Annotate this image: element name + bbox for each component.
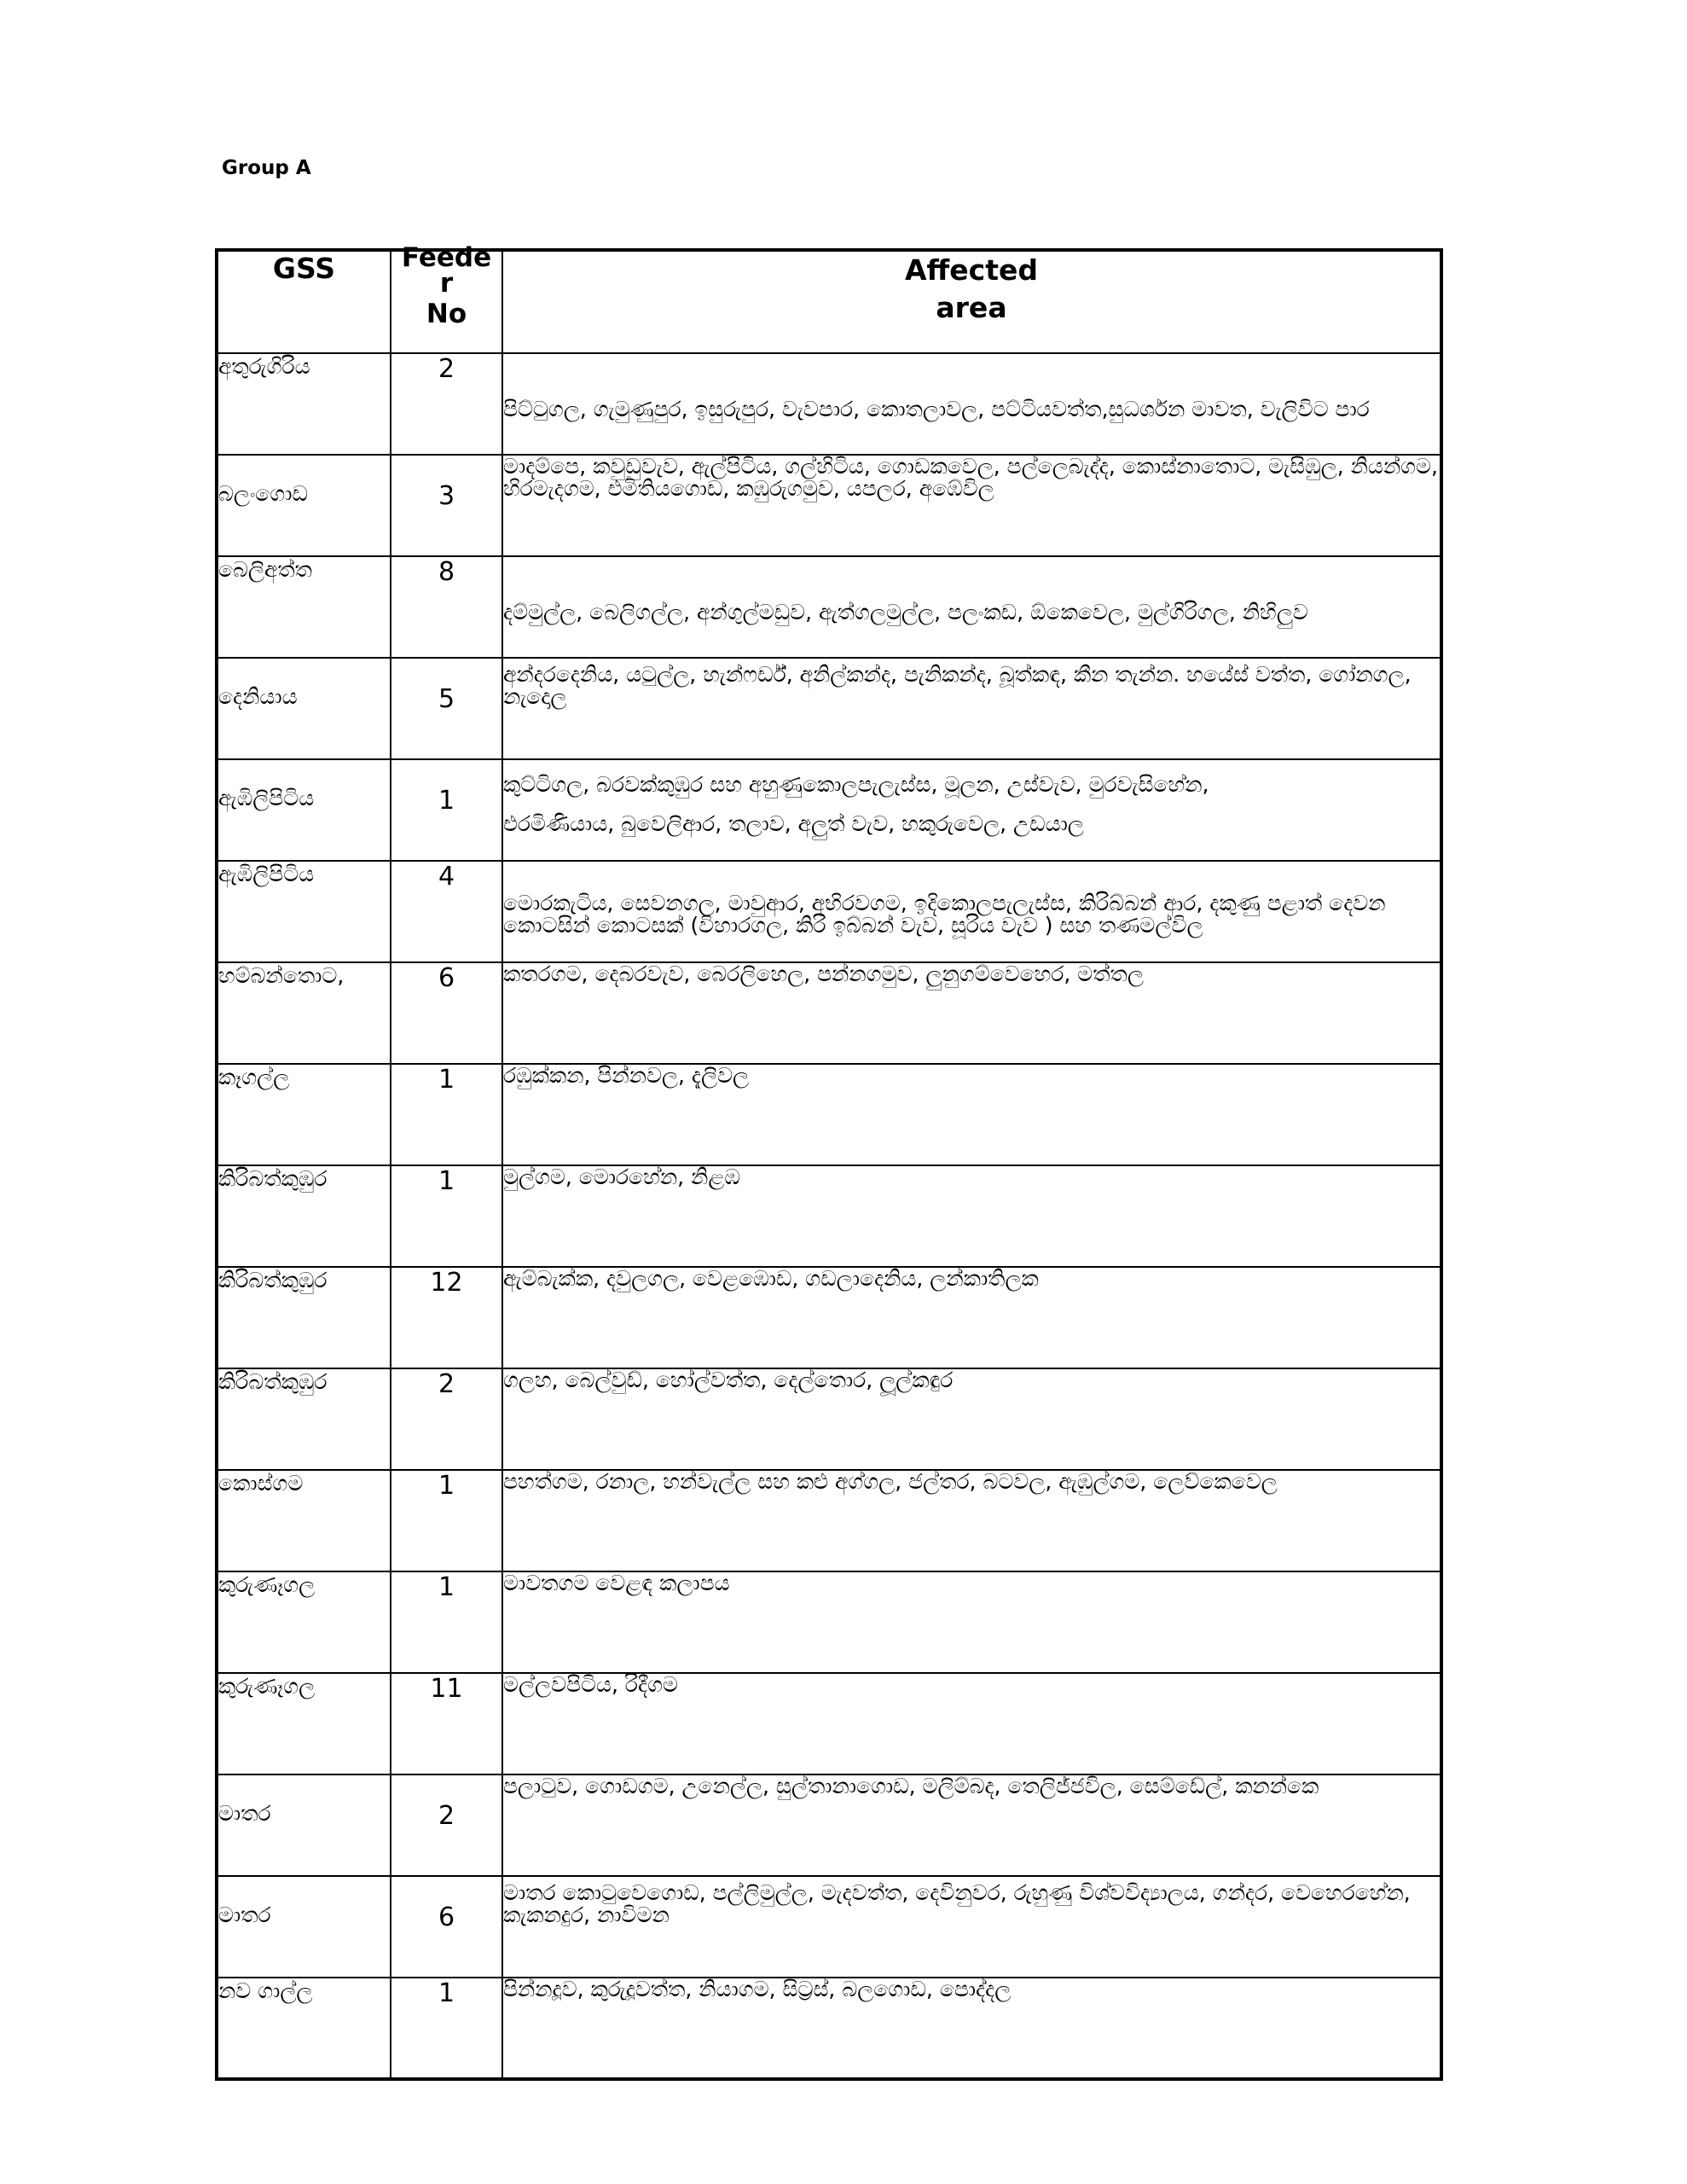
area-cell: පලාටුව, ගොඩගම, උනෙල්ල, සුල්තානාගොඩ, මලිම්බද, තෙලිජ්ජවිල, සෙම්ඩේල්, කනන්කෙ	[502, 1774, 1441, 1876]
header-affected-area	[502, 250, 1441, 353]
area-cell: මාවතගම වෙළඳ කලාපය	[502, 1571, 1441, 1673]
area-cell: පිට්ටුගල, ගැමුණුපුර, ඉසුරුපුර, වැවපාර, කොතලාවල, පට්ටියවත්ත,සුධර්ශන මාවත, වැලිවිට පාර	[502, 353, 1441, 455]
table-row	[217, 1470, 1441, 1571]
gss-cell: කිරිබත්කුඹුර	[217, 1368, 391, 1470]
header-feeder-line3: No	[426, 299, 467, 329]
feeder-cell: 6	[391, 962, 502, 1064]
gss-cell: කුරුණෑගල	[217, 1673, 391, 1774]
table-row	[217, 556, 1441, 658]
table-row	[217, 1673, 1441, 1774]
area-cell: මාතර කොටුවෙගොඩ, පල්ලිමුල්ල, මැදවත්ත, දෙවිනුවර, රුහුණු විශ්වවිද්‍යාලය, ගන්දර, වෙහෙරහේන, කැකනදුර, නාවිමන	[502, 1876, 1441, 1978]
feeder-cell: 6	[391, 1876, 502, 1978]
gss-cell: ඇඹිලිපිටිය	[217, 759, 391, 861]
header-area-line1: Affected	[905, 253, 1038, 287]
area-line: එරමිණියාය, බුවෙලිආර, තලාව, අලුත් වැව, හකුරුවෙල, උඩයාල	[503, 811, 1084, 836]
table-row	[217, 962, 1441, 1064]
header-feeder-no	[391, 242, 502, 353]
feeder-cell: 4	[391, 861, 502, 962]
table-row	[217, 1165, 1441, 1267]
table-row	[217, 759, 1441, 861]
group-label: Group A	[222, 157, 311, 179]
gss-cell: කිරිබත්කුඹුර	[217, 1267, 391, 1368]
feeder-cell: 8	[391, 556, 502, 658]
area-cell: දම්මුල්ල, බෙලිගල්ල, අන්ගුල්මඩුව, ඇත්ගලමුල්ල, පලංකඩ, ඕකෙවෙල, මුල්ගිරිගල, නිහිලුව	[502, 556, 1441, 658]
area-cell: පහත්ගම, රනාල, හන්වැල්ල සහ කළු අග්ගල, ජල්තර, බටවල, ඇඹුල්ගම, ලෙව්කෙවෙල	[502, 1470, 1441, 1571]
gss-cell: නව ගාල්ල	[217, 1978, 391, 2079]
table-row	[217, 1978, 1441, 2079]
gss-cell: කොස්ගම	[217, 1470, 391, 1571]
feeder-cell: 1	[391, 1571, 502, 1673]
gss-cell: කුරුණෑගල	[217, 1571, 391, 1673]
affected-areas-table	[215, 242, 1443, 2081]
feeder-cell: 2	[391, 1368, 502, 1470]
feeder-cell: 2	[391, 1774, 502, 1876]
gss-cell: දෙනියාය	[217, 658, 391, 759]
table-row	[217, 353, 1441, 455]
feeder-cell: 3	[391, 455, 502, 556]
gss-cell: කිරිබත්කුඹුර	[217, 1165, 391, 1267]
feeder-cell: 11	[391, 1673, 502, 1774]
gss-cell: මාතර	[217, 1774, 391, 1876]
header-area-line2: area	[936, 291, 1007, 324]
area-cell: ඇම්බැක්ක, දවුලගල, වෙළඹොඩ, ගඩලාදෙනිය, ලන්කාතිලක	[502, 1267, 1441, 1368]
feeder-cell: 1	[391, 1064, 502, 1165]
area-cell: කතරගම, දෙබරවැව, බෙරලිහෙල, පන්නගමුව, ලුනුගම්වෙහෙර, මත්තල	[502, 962, 1441, 1064]
table-row	[217, 1571, 1441, 1673]
header-feeder-line1: Feede	[401, 242, 492, 273]
area-cell: මුල්ගම, මොරහේන, නිළඹ	[502, 1165, 1441, 1267]
feeder-cell: 12	[391, 1267, 502, 1368]
area-cell	[502, 759, 1441, 861]
area-cell: මොරකැටිය, සෙවනගල, මාවුආර, අභිරවගම, ඉදිකොලපැලැස්ස, කිරිබ්බන් ආර, දකුණු පළාත් දෙවන කොටසින් කොටසක් (විහාරගල, කිරි ඉබ්බන් වැව, සූරිය වැව ) සහ තණමල්විල	[502, 861, 1441, 962]
table-row	[217, 861, 1441, 962]
area-cell: මාදම්පෙ, කවුඩුවැව, ඇල්පිටිය, ගල්හිටිය, ගොඩකවෙල, පල්ලෙබැද්ද, කොස්නාතොට, මැසිඹුල, නියන්ගම, හිරමැදගම, එමිතියගොඩ, කඹුරුගමුව, යපලර, අඹේවිල	[502, 455, 1441, 556]
feeder-cell: 1	[391, 759, 502, 861]
table-row	[217, 1368, 1441, 1470]
area-cell: පින්නදූව, කුරුදූවත්ත, නියාගම, සිට්‍රස්, බලගොඩ, පොද්දල	[502, 1978, 1441, 2079]
feeder-cell: 1	[391, 1978, 502, 2079]
gss-cell: හම්බන්තොට,	[217, 962, 391, 1064]
feeder-cell: 1	[391, 1470, 502, 1571]
area-cell: ගලහ, බෙල්වුඩ්, හෝල්වත්ත, දෙල්තොර, ලූල්කඳුර	[502, 1368, 1441, 1470]
table-header-row	[217, 250, 1441, 353]
feeder-cell: 5	[391, 658, 502, 759]
header-feeder-line2: r	[439, 268, 454, 299]
area-cell: රඹුක්කන, පින්නවල, දැලිවල	[502, 1064, 1441, 1165]
area-cell: අන්දරදෙනිය, යටුල්ල, හැන්ෆර්ඩ්, අනිල්කන්ද, පැනිකන්ද, බූත්කඳ, කීන තැන්න. හයේස් වත්ත, ගෝනගල, නැදොල	[502, 658, 1441, 759]
feeder-cell: 2	[391, 353, 502, 455]
gss-cell: බලංගොඩ	[217, 455, 391, 556]
gss-cell: බෙලිඅත්ත	[217, 556, 391, 658]
table-row	[217, 658, 1441, 759]
gss-cell: ඇඹිලිපිටිය	[217, 861, 391, 962]
gss-cell: අතුරුගිරිය	[217, 353, 391, 455]
gss-cell: මාතර	[217, 1876, 391, 1978]
table-row	[217, 1876, 1441, 1978]
area-cell: මල්ලවපිටිය, රිදීගම	[502, 1673, 1441, 1774]
table-row	[217, 1064, 1441, 1165]
table-row	[217, 1774, 1441, 1876]
area-line: කුට්ටිගල, බරවක්කුඹුර සහ අහුණුකොලපැලැස්ස, මූලන, උස්වැව, මුරවැසිහේන,	[503, 772, 1209, 797]
gss-cell: කෑගල්ල	[217, 1064, 391, 1165]
feeder-cell: 1	[391, 1165, 502, 1267]
header-gss: GSS	[217, 250, 391, 353]
table-row	[217, 1267, 1441, 1368]
table-row	[217, 455, 1441, 556]
